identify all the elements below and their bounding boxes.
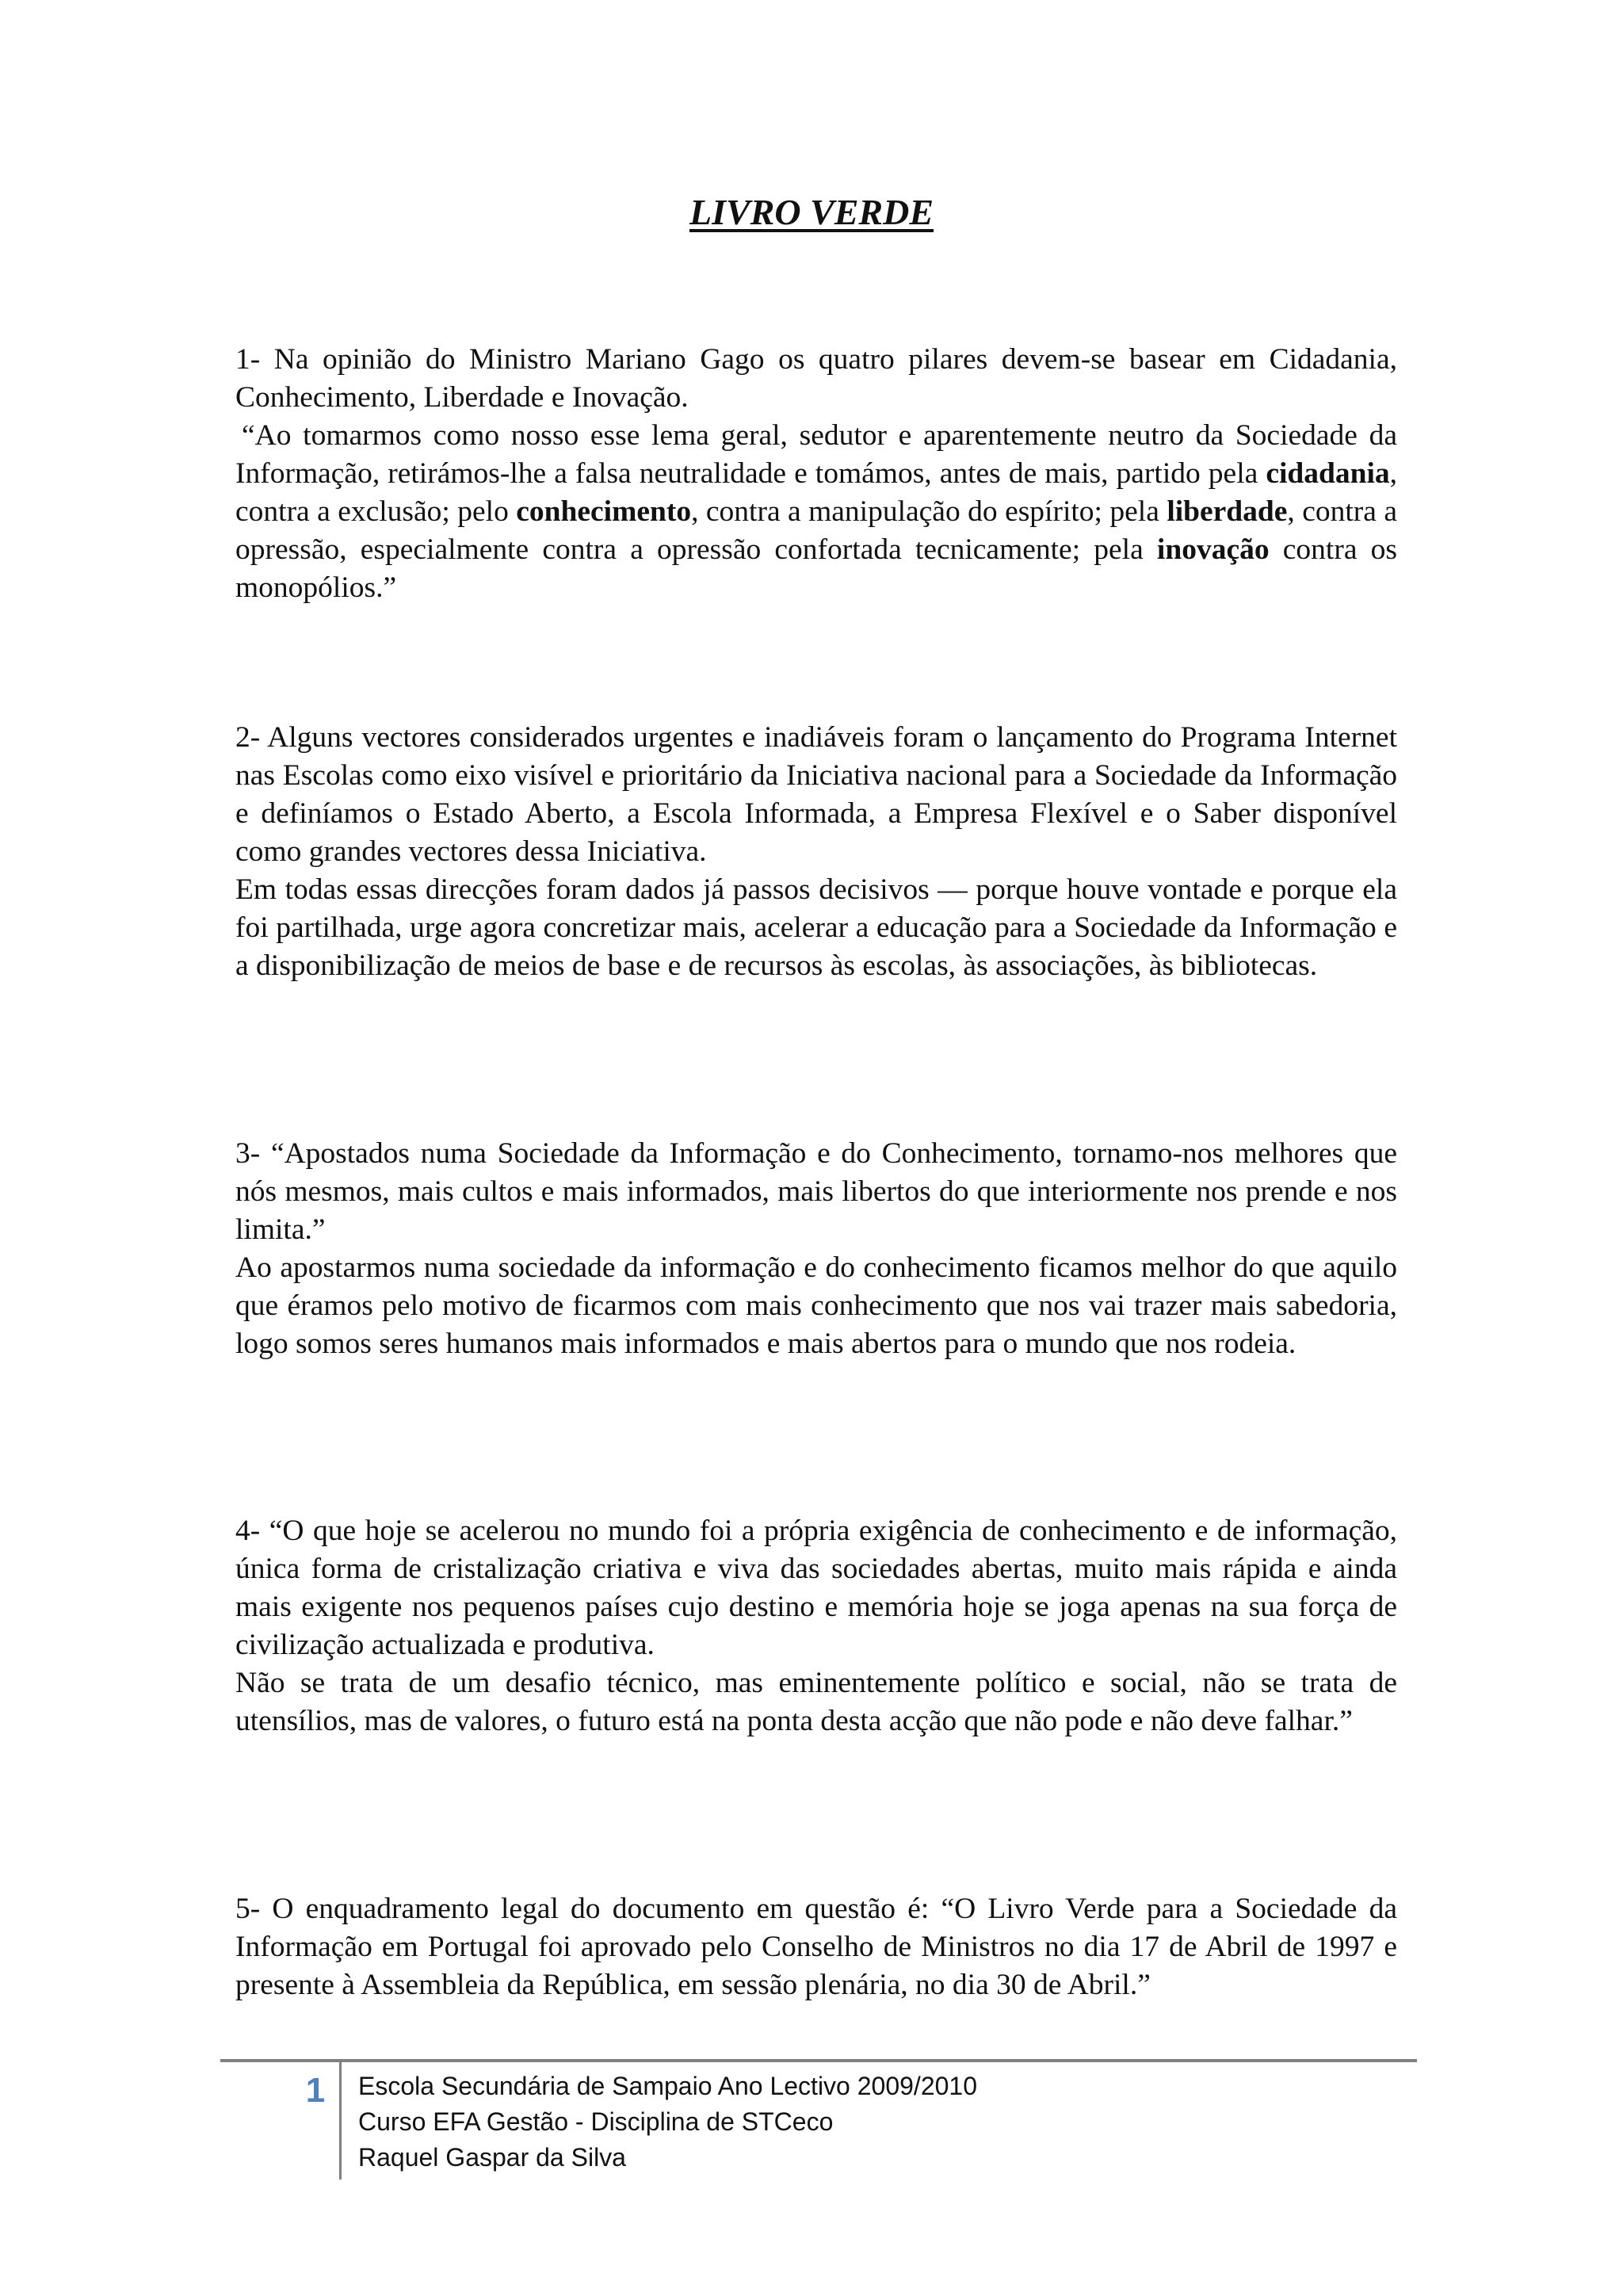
text-run: , contra a manipulação do espírito; pela (691, 495, 1167, 528)
section-5-paragraph-1 (235, 1890, 1397, 2004)
answer-section-5 (235, 1890, 1397, 2004)
footer-line-author: Raquel Gaspar da Silva (358, 2143, 626, 2172)
section-3-paragraph-1 (235, 1135, 1397, 1249)
bold-term-inovacao: inovação (1156, 533, 1270, 566)
answer-section-2 (235, 719, 1397, 985)
page-number: 1 (305, 2071, 326, 2110)
text-run: 1- Na opinião do Ministro Mariano Gago os quatro pilares devem-se basear em Cidadania, Conhecimento, Liberdade e Inovação. (235, 343, 1397, 414)
bold-term-conhecimento: conhecimento (516, 495, 692, 528)
text-run: Não se trata de um desafio técnico, mas eminentemente político e social, não se trata de utensílios, mas de valores, o futuro está na ponta desta acção que não pode e não deve falhar.” (235, 1667, 1397, 1737)
footer-vertical-divider (339, 2062, 342, 2179)
section-1-paragraph-2 (235, 417, 1397, 607)
answer-section-3 (235, 1135, 1397, 1363)
footer-text-block (358, 2069, 1388, 2176)
text-run: , contra a opressão, especialmente contra a opressão confortada tecnicamente; pela (235, 495, 1397, 566)
text-run: 5- O enquadramento legal do documento em questão é: “O Livro Verde para a Sociedade da Informação em Portugal foi aprovado pelo Conselho de Ministros no dia 17 de Abril de 1997 e presente à Assembleia da República, em sessão plenária, no dia 30 de Abril.” (235, 1893, 1397, 2001)
footer-line-school: Escola Secundária de Sampaio Ano Lectivo 2009/2010 (358, 2072, 977, 2100)
answer-section-1 (235, 341, 1397, 607)
document-title: LIVRO VERDE (689, 192, 934, 232)
text-run: Em todas essas direcções foram dados já passos decisivos — porque houve vontade e porque ela foi partilhada, urge agora concretizar mais, acelerar a educação para a Sociedade da Informação e a disponibilização de meios de base e de recursos às escolas, às associações, às bibliotecas. (235, 873, 1397, 982)
bold-term-cidadania: cidadania (1266, 457, 1390, 490)
text-run: 4- “O que hoje se acelerou no mundo foi a própria exigência de conhecimento e de informação, única forma de cristalização criativa e viva das sociedades abertas, muito mais rápida e ainda mais exigente nos pequenos países cujo destino e memória hoje se joga apenas na sua força de civilização actualizada e produtiva. (235, 1515, 1397, 1661)
section-1-paragraph-1 (235, 341, 1397, 417)
section-2-paragraph-1 (235, 719, 1397, 871)
section-4-paragraph-1 (235, 1512, 1397, 1664)
text-run: contra os monopólios.” (235, 533, 1397, 604)
section-2-paragraph-2 (235, 871, 1397, 985)
footer-divider-line (220, 2059, 1417, 2062)
footer-line-course: Curso EFA Gestão - Disciplina de STCeco (358, 2107, 834, 2136)
text-run: , contra a exclusão; pelo (235, 457, 1397, 528)
text-run: 3- “Apostados numa Sociedade da Informação e do Conhecimento, tornamo-nos melhores que nós mesmos, mais cultos e mais informados, mais libertos do que interiormente nos prende e nos limita.” (235, 1137, 1397, 1246)
section-4-paragraph-2 (235, 1664, 1397, 1740)
text-run: Ao apostarmos numa sociedade da informação e do conhecimento ficamos melhor do que aquilo que éramos pelo motivo de ficarmos com mais conhecimento que nos vai trazer mais sabedoria, logo somos seres humanos mais informados e mais abertos para o mundo que nos rodeia. (235, 1251, 1397, 1360)
bold-term-liberdade: liberdade (1167, 495, 1288, 528)
section-3-paragraph-2 (235, 1249, 1397, 1363)
answer-section-4 (235, 1512, 1397, 1740)
text-run: “Ao tomarmos como nosso esse lema geral, sedutor e aparentemente neutro da Sociedade da Informação, retirámos-lhe a falsa neutralidade e tomámos, antes de mais, partido pela (235, 419, 1397, 490)
text-run: 2- Alguns vectores considerados urgentes e inadiáveis foram o lançamento do Programa Internet nas Escolas como eixo visível e prioritário da Iniciativa nacional para a Sociedade da Informação e definíamos o Estado Aberto, a Escola Informada, a Empresa Flexível e o Saber disponível como grandes vectores dessa Iniciativa. (235, 721, 1397, 868)
